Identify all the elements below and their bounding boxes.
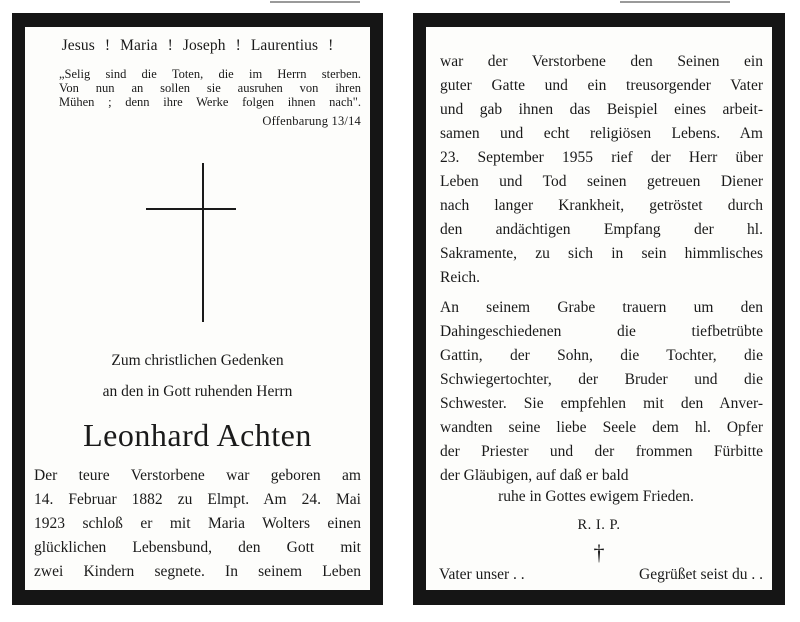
rip-text: R. I. P. bbox=[577, 517, 621, 533]
memorial-card-back bbox=[413, 13, 785, 605]
paragraph-line: 23. September 1955 rief der Herr über bbox=[440, 149, 763, 166]
biography-line: Der teure Verstorbene war geboren am bbox=[34, 467, 361, 484]
paragraph-line: samen und echt religiösen Lebens. Am bbox=[440, 125, 763, 142]
biography-line: glücklichen Lebensbund, den Gott mit bbox=[34, 539, 361, 556]
paragraph-line: den andächtigen Empfang der hl. bbox=[440, 221, 763, 238]
biography-line: 14. Februar 1882 zu Elmpt. Am 24. Mai bbox=[34, 491, 361, 508]
bible-quote-line: Mühen ; denn ihre Werke folgen ihnen nach". bbox=[59, 95, 361, 109]
bible-quote-line: Von nun an sollen sie ausruhen von ihren bbox=[59, 81, 361, 95]
paragraph-line: war der Verstorbene den Seinen ein bbox=[440, 53, 763, 70]
paragraph-line: Leben und Tod seinen getreuen Diener bbox=[440, 173, 763, 190]
card-front-inner bbox=[25, 27, 370, 590]
paragraph-line: Sakramente, zu sich in sein himmlisches bbox=[440, 245, 763, 262]
invocations: Jesus ! Maria ! Joseph ! Laurentius ! bbox=[61, 37, 334, 54]
scan-artifact-line bbox=[270, 1, 360, 3]
closing-line: ruhe in Gottes ewigem Frieden. bbox=[498, 488, 694, 505]
paragraph-line: der Priester und der frommen Fürbitte bbox=[440, 443, 763, 460]
scan-artifact-line bbox=[620, 1, 730, 3]
paragraph-line: Gattin, der Sohn, die Tochter, die bbox=[440, 347, 763, 364]
cross-horizontal-bar bbox=[146, 208, 236, 210]
paragraph-line: guter Gatte und ein treusorgender Vater bbox=[440, 77, 763, 94]
paragraph-line: und gab ihnen das Beispiel eines arbeit- bbox=[440, 101, 763, 118]
paragraph-line: Dahingeschiedenen die tiefbetrübte bbox=[440, 323, 763, 340]
biography-line: zwei Kindern segnete. In seinem Leben bbox=[34, 563, 361, 580]
memorial-card-front bbox=[12, 13, 383, 605]
memorial-line: Zum christlichen Gedenken bbox=[111, 352, 284, 369]
paragraph-line: Schwester. Sie empfehlen mit den Anver- bbox=[440, 395, 763, 412]
cross-vertical-bar bbox=[202, 163, 204, 322]
paragraph-line: der Gläubigen, auf daß er bald bbox=[440, 467, 629, 484]
bible-quote-line: „Selig sind die Toten, die im Herrn sterben. bbox=[59, 67, 361, 81]
prayer-line bbox=[439, 566, 763, 584]
paragraph-line: Schwiegertochter, der Bruder und die bbox=[440, 371, 763, 388]
biography-line: 1923 schloß er mit Maria Wolters einen bbox=[34, 515, 361, 532]
paragraph-line: Reich. bbox=[440, 269, 481, 286]
paragraph-line: An seinem Grabe trauern um den bbox=[440, 299, 763, 316]
card-back-inner bbox=[426, 27, 772, 590]
prayer-hail-mary: Gegrüßet seist du . . bbox=[639, 566, 763, 583]
paragraph-line: wandten seine liebe Seele dem hl. Opfer bbox=[440, 419, 763, 436]
prayer-our-father: Vater unser . . bbox=[439, 566, 525, 583]
quote-reference: Offenbarung 13/14 bbox=[262, 114, 361, 128]
paragraph-line: nach langer Krankheit, getröstet durch bbox=[440, 197, 763, 214]
deceased-name: Leonhard Achten bbox=[83, 417, 312, 453]
dagger-cross-icon: † bbox=[593, 540, 605, 565]
memorial-line: an den in Gott ruhenden Herrn bbox=[102, 383, 293, 400]
